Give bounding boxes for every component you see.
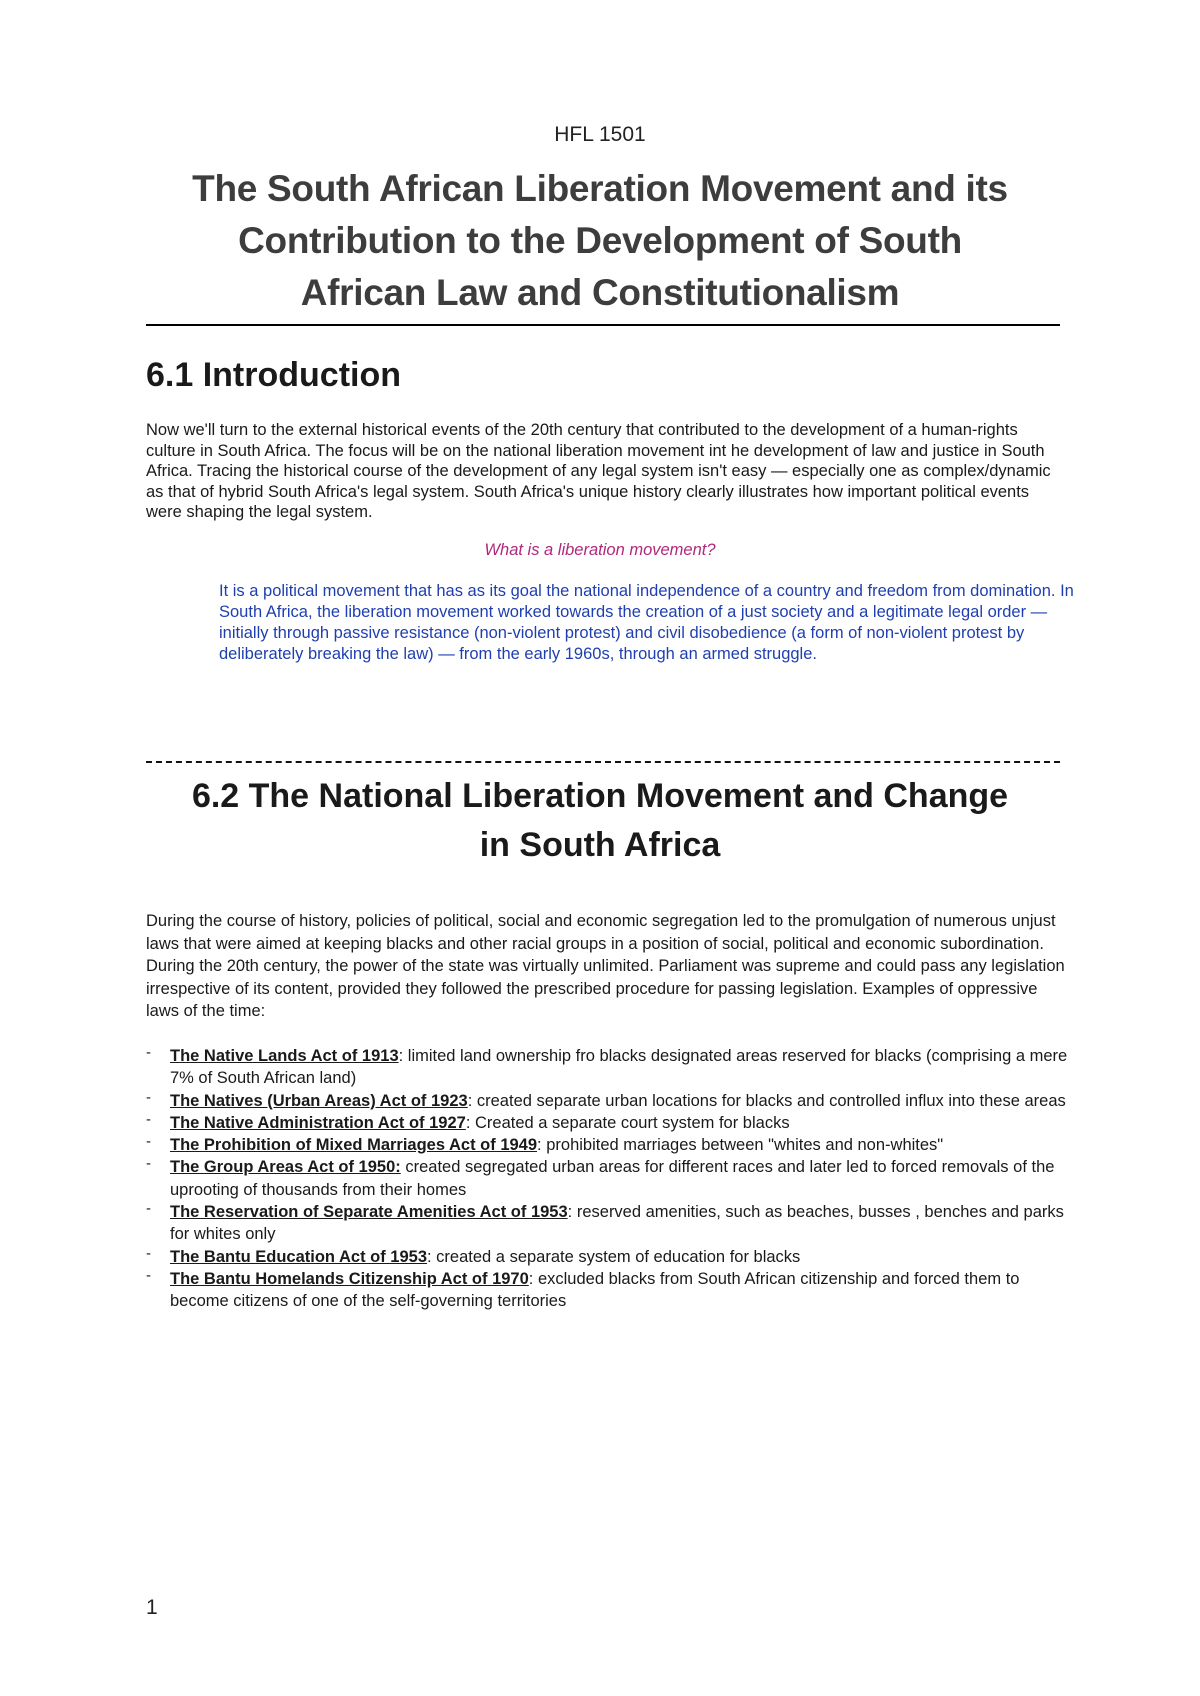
list-item — [146, 1045, 1076, 1090]
section-heading-line-2: in South Africa — [479, 826, 721, 864]
page-number: 1 — [146, 1596, 158, 1619]
act-description: : Created a separate court system for blacks — [465, 1113, 790, 1132]
act-description: : reserved amenities, such as beaches, busses , benches and parks for whites only — [170, 1203, 1064, 1244]
list-item — [146, 1090, 1076, 1112]
act-name: The Bantu Education Act of 1953 — [170, 1247, 428, 1266]
act-description: : created a separate system of education for blacks — [427, 1247, 801, 1266]
act-name: The Reservation of Separate Amenities Act of 1953 — [170, 1203, 568, 1222]
liberation-movement-question: What is a liberation movement? — [484, 541, 716, 559]
list-bullet: - — [146, 1266, 151, 1284]
act-description: : excluded blacks from South African citizenship and forced them to become citizens of one of the self-governing territories — [170, 1269, 1020, 1311]
course-code: HFL 1501 — [554, 123, 646, 146]
act-name: The Bantu Homelands Citizenship Act of 1970 — [170, 1269, 529, 1288]
list-bullet: - — [146, 1133, 151, 1151]
list-bullet: - — [146, 1110, 151, 1128]
act-name: The Group Areas Act of 1950: — [170, 1158, 401, 1177]
national-liberation-paragraph: During the course of history, policies of political, social and economic segregation led to the promulgation of numerous unjust laws that were aimed at keeping blacks and other racial groups in a position of social, political and economic subordination. During the 20th century, the power of the state was virtually unlimited. Parliament was supreme and could pass any legislation irrespective of its content, provided they followed the prescribed procedure for passing legislation. Examples of oppressive laws of the time: — [146, 912, 1065, 1020]
act-description: : created separate urban locations for blacks and controlled influx into these areas — [467, 1091, 1066, 1110]
act-description: : prohibited marriages between "whites and non-whites" — [537, 1136, 944, 1155]
liberation-movement-answer: It is a political movement that has as its goal the national independence of a country and freedom from domination. In South Africa, the liberation movement worked towards the creation of a just society and a legitimate legal order — initially through passive resistance (non-violent protest) and civil disobedience (a form of non-violent protest by deliberately breaking the law) — from the early 1960s, through an armed struggle. — [219, 582, 1074, 663]
list-item — [146, 1268, 1076, 1313]
list-bullet: - — [146, 1088, 151, 1106]
oppressive-laws-list — [146, 1045, 1076, 1313]
introduction-paragraph: Now we'll turn to the external historical events of the 20th century that contributed to the development of a human-rights culture in South Africa. The focus will be on the national liberation movement int he development of law and justice in South Africa. Tracing the historical course of the development of any legal system isn't easy — especially one as complex/dynamic as that of hybrid South Africa's legal system. South Africa's unique history clearly illustrates how important political events were shaping the legal system. — [146, 421, 1051, 521]
act-description: created segregated urban areas for different races and later led to forced removals of the uprooting of thousands from their homes — [170, 1158, 1055, 1199]
act-name: The Native Lands Act of 1913 — [170, 1047, 399, 1065]
section-heading-line-1: 6.2 The National Liberation Movement and Change — [191, 777, 1009, 815]
act-description: : limited land ownership fro blacks designated areas reserved for blacks (comprising a mere 7% of South African land) — [170, 1047, 1068, 1088]
act-name: The Native Administration Act of 1927 — [170, 1113, 466, 1132]
title-divider — [146, 324, 1060, 326]
act-name: The Natives (Urban Areas) Act of 1923 — [170, 1091, 468, 1110]
document-title-line-1: The South African Liberation Movement and its — [192, 168, 1008, 209]
list-item — [146, 1112, 1076, 1134]
act-name: The Prohibition of Mixed Marriages Act of 1949 — [170, 1136, 538, 1155]
section-heading-national-liberation — [140, 772, 1060, 870]
list-bullet: - — [146, 1244, 151, 1262]
list-item — [146, 1246, 1076, 1268]
list-item — [146, 1134, 1076, 1156]
list-bullet: - — [146, 1200, 151, 1218]
list-bullet: - — [146, 1044, 151, 1061]
section-heading-introduction: 6.1 Introduction — [146, 356, 401, 394]
list-item — [146, 1201, 1076, 1246]
list-bullet: - — [146, 1155, 151, 1173]
section-dashed-divider — [146, 761, 1060, 763]
list-item — [146, 1156, 1076, 1201]
document-title-line-2: Contribution to the Development of South — [238, 220, 962, 261]
document-title — [140, 163, 1060, 319]
document-title-line-3: African Law and Constitutionalism — [300, 272, 900, 313]
